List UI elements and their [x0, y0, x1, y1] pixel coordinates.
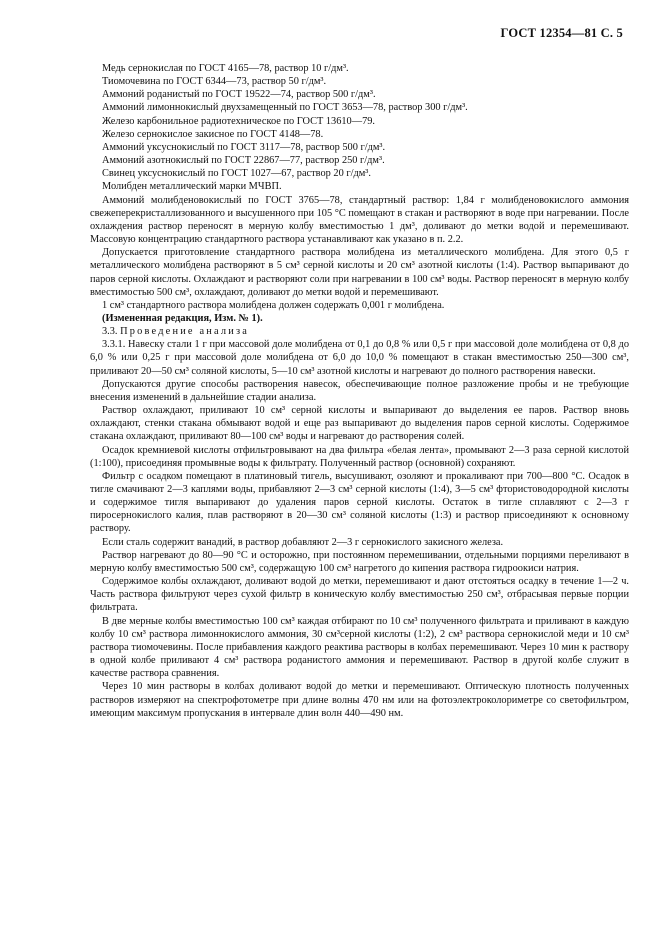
section-number: 3.3.	[102, 326, 118, 338]
reagent-line: Медь сернокислая по ГОСТ 4165—78, раствор 10 г/дм³.	[102, 63, 349, 74]
document-body	[90, 62, 629, 720]
page-header: ГОСТ 12354—81 С. 5	[500, 26, 623, 40]
section-title: Проведение анализа	[120, 326, 250, 338]
paragraph-flask: Содержимое колбы охлаждают, доливают водой до метки, перемешивают и дают отстояться осадку в течение 1—2 ч. Часть раствора фильтруют через сухой фильтр в коническую колбу вместимостью 250 см³, отбрасывая первые порции фильтрата.	[90, 576, 629, 614]
reagent-line: Молибден металлический марки МЧВП.	[102, 181, 282, 193]
paragraph-alternative-preparation: Допускается приготовление стандартного раствора молибдена из металлического молибдена. Для этого 0,5 г металлического молибдена растворяют в 5 см³ серной кислоты и 20 см³ азотной кислоты (1:4). Раствор выпаривают до паров серной кислоты. Охлаждают и растворяют соли при нагревании в 100 см³ воды. Раствор переносят в мерную колбу вместимостью 500 см³, охлаждают, доливают до метки водой и перемешивают.	[90, 247, 629, 298]
revision-note	[90, 312, 629, 325]
reagent-line: Железо сернокислое закисное по ГОСТ 4148—78.	[102, 128, 324, 140]
revision-note-text: (Измененная редакция, Изм. № 1).	[102, 312, 263, 324]
reagent-line: Аммоний роданистый по ГОСТ 19522—74, раствор 500 г/дм³.	[102, 89, 376, 101]
paragraph-concentration: 1 см³ стандартного раствора молибдена должен содержать 0,001 г молибдена.	[102, 299, 445, 311]
reagent-line: Аммоний лимоннокислый двухзамещенный по ГОСТ 3653—78, раствор 300 г/дм³.	[102, 102, 468, 114]
paragraph-heating: Раствор нагревают до 80—90 °С и осторожно, при постоянном перемешивании, отдельными порциями переливают в мерную колбу вместимостью 500 см³, содержащую 100 см³ нагретого до кипения раствора гидроокиси натрия.	[90, 549, 629, 574]
paragraph-3-3-1: 3.3.1. Навеску стали 1 г при массовой доле молибдена от 0,1 до 0,8 % или 0,5 г при массовой доле молибдена от 0,8 до 6,0 % или 0,25 г при массовой доле молибдена от 6,0 до 10,0 % помещают в стакан вместимостью 250—300 см³, приливают 20—50 см³ соляной кислоты, 5—10 см³ азотной кислоты и нагревают до полного растворения навески.	[90, 339, 629, 377]
paragraph-two-flasks: В две мерные колбы вместимостью 100 см³ каждая отбирают по 10 см³ полученного фильтрата и приливают в каждую колбу 10 см³ раствора лимоннокислого аммония, 30 см³серной кислоты (1:2), 2 см³ раствора сернокислой меди и 10 см³ раствора тиомочевины. После прибавления каждого реактива растворы в колбах перемешивают. Через 10 мин к раствору в одной колбе приливают 4 см³ раствора роданистого аммония и перемешивают. Раствор в другой колбе служит в качестве раствора сравнения.	[90, 615, 629, 680]
reagent-line: Аммоний азотнокислый по ГОСТ 22867—77, раствор 250 г/дм³.	[102, 155, 385, 167]
reagent-line: Свинец уксуснокислый по ГОСТ 1027—67, раствор 20 г/дм³.	[102, 168, 371, 180]
paragraph-cooling: Раствор охлаждают, приливают 10 см³ серной кислоты и выпаривают до выделения ее паров. Раствор вновь охлаждают, стенки стакана обмывают водой и еще раз выпаривают до выделения паров серной кислоты. Содержимое стакана охлаждают, приливают 80—100 см³ воды и нагревают до растворения солей.	[90, 405, 629, 443]
paragraph-platinum-crucible: Фильтр с осадком помещают в платиновый тигель, высушивают, озоляют и прокаливают при 700—800 °С. Осадок в тигле смачивают 2—3 каплями воды, прибавляют 2—3 см³ серной кислоты (1:4), 3—5 см³ фтористоводородной кислоты и содержимое тигля выпаривают до удаления паров серной кислоты. Остаток в тигле сплавляют с 2—3 г пиросернокислого калия, плав растворяют в 20—30 см³ соляной кислоты (1:3) и раствор присоединяют к основному раствору.	[90, 470, 629, 535]
reagent-line: Железо карбонильное радиотехническое по ГОСТ 13610—79.	[102, 115, 376, 127]
paragraph-molybdate-standard: Аммоний молибденовокислый по ГОСТ 3765—78, стандартный раствор: 1,84 г молибденовокислого аммония свежеперекристаллизованного и высушенного при 105 °С помещают в стакан и растворяют в воде при нагревании. После охлаждения раствор переносят в мерную колбу вместимостью 1 дм³, доливают до метки водой и перемешивают. Массовую концентрацию стандартного раствора устанавливают как указано в п. 2.2.	[90, 194, 629, 246]
paragraph-other-methods: Допускаются другие способы растворения навесок, обеспечивающие полное разложение пробы и не требующие внесения изменений в дальнейшие стадии анализа.	[90, 378, 629, 403]
paragraph-vanadium: Если сталь содержит ванадий, в раствор добавляют 2—3 г сернокислого закисного железа.	[102, 536, 504, 548]
reagent-line: Аммоний уксуснокислый по ГОСТ 3117—78, раствор 500 г/дм³.	[102, 141, 386, 153]
paragraph-optical-density: Через 10 мин растворы в колбах доливают водой до метки и перемешивают. Оптическую плотность полученных растворов измеряют на спектрофотометре при длине волны 470 нм или на фотоэлектроколориметре со светофильтром, имеющим максимум пропускания в интервале длин волн 440—490 нм.	[90, 681, 629, 719]
reagent-line: Тиомочевина по ГОСТ 6344—73, раствор 50 г/дм³.	[102, 76, 327, 88]
paragraph-silicic-acid: Осадок кремниевой кислоты отфильтровывают на два фильтра «белая лента», промывают 2—3 раза серной кислотой (1:100), присоединяя промывные воды к фильтрату. Полученный раствор (основной) сохраняют.	[90, 444, 629, 469]
section-heading	[90, 325, 629, 338]
